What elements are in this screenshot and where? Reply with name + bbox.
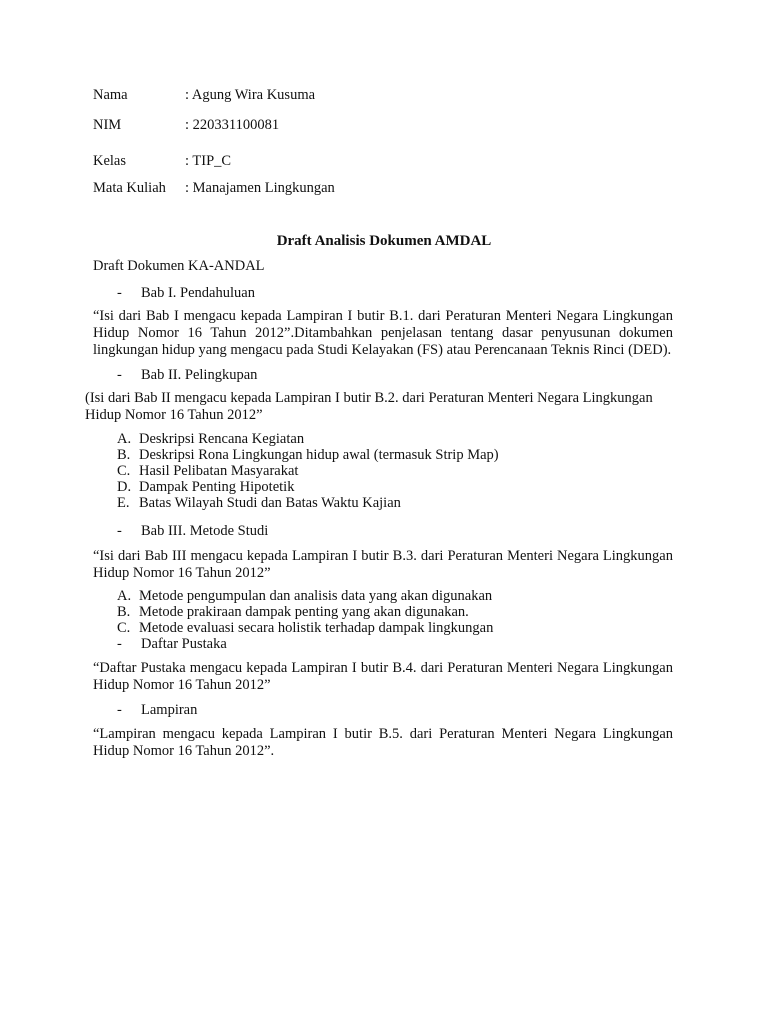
list-item-text: Metode pengumpulan dan analisis data yang akan digunakan [139, 588, 493, 604]
bab3-marker: - [117, 523, 122, 539]
list-marker: C. [117, 463, 131, 479]
label-nama: Nama [93, 87, 128, 103]
daftar-pustaka-marker: - [117, 636, 122, 652]
lampiran-heading: Lampiran [141, 702, 198, 718]
value-mata-kuliah: : Manajamen Lingkungan [185, 180, 335, 196]
bab1-heading: Bab I. Pendahuluan [141, 285, 255, 301]
value-nim: : 220331100081 [185, 117, 280, 133]
list-marker: E. [117, 495, 130, 511]
document-title: Draft Analisis Dokumen AMDAL [276, 233, 492, 249]
list-item [117, 620, 493, 636]
lampiran-marker: - [117, 702, 122, 718]
list-item-text: Deskripsi Rencana Kegiatan [139, 431, 305, 447]
list-marker: A. [117, 588, 132, 604]
list-marker: A. [117, 431, 132, 447]
bab2-marker: - [117, 367, 122, 383]
label-mata-kuliah: Mata Kuliah [93, 180, 166, 196]
label-nim: NIM [93, 117, 122, 133]
list-item-text: Batas Wilayah Studi dan Batas Waktu Kajian [139, 495, 401, 511]
list-marker: B. [117, 447, 131, 463]
list-marker: C. [117, 620, 131, 636]
bab2-list [117, 431, 499, 511]
list-marker: B. [117, 604, 131, 620]
list-item [117, 604, 493, 620]
list-marker: D. [117, 479, 132, 495]
bab3-heading: Bab III. Metode Studi [141, 523, 269, 539]
bab3-paragraph: “Isi dari Bab III mengacu kepada Lampiran I butir B.3. dari Peraturan Menteri Negara Lingkungan Hidup Nomor 16 Tahun 2012” [93, 548, 673, 581]
list-item-text: Deskripsi Rona Lingkungan hidup awal (termasuk Strip Map) [139, 447, 499, 463]
list-item-text: Dampak Penting Hipotetik [139, 479, 295, 495]
document-subtitle: Draft Dokumen KA-ANDAL [93, 258, 265, 274]
bab2-paragraph: (Isi dari Bab II mengacu kepada Lampiran I butir B.2. dari Peraturan Menteri Negara Lingkungan Hidup Nomor 16 Tahun 2012” [85, 390, 653, 423]
list-item [117, 431, 499, 447]
bab1-marker: - [117, 285, 122, 301]
list-item [117, 588, 493, 604]
bab3-list [117, 588, 493, 636]
daftar-pustaka-paragraph: “Daftar Pustaka mengacu kepada Lampiran I butir B.4. dari Peraturan Menteri Negara Lingkungan Hidup Nomor 16 Tahun 2012” [93, 660, 673, 693]
list-item [117, 447, 499, 463]
list-item-text: Metode evaluasi secara holistik terhadap dampak lingkungan [139, 620, 494, 636]
list-item-text: Metode prakiraan dampak penting yang akan digunakan. [139, 604, 469, 620]
value-nama: : Agung Wira Kusuma [185, 87, 316, 103]
lampiran-paragraph: “Lampiran mengacu kepada Lampiran I butir B.5. dari Peraturan Menteri Negara Lingkungan Hidup Nomor 16 Tahun 2012”. [93, 726, 673, 759]
bab2-heading: Bab II. Pelingkupan [141, 367, 258, 383]
list-item [117, 463, 499, 479]
value-kelas: : TIP_C [185, 153, 232, 169]
bab1-paragraph: “Isi dari Bab I mengacu kepada Lampiran I butir B.1. dari Peraturan Menteri Negara Lingkungan Hidup Nomor 16 Tahun 2012”.Ditambahkan penjelasan tentang dasar penyusunan dokumen lingkungan hidup yang mengacu pada Studi Kelayakan (FS) atau Perencanaan Teknis Rinci (DED). [93, 308, 673, 358]
list-item [117, 479, 499, 495]
list-item-text: Hasil Pelibatan Masyarakat [139, 463, 299, 479]
label-kelas: Kelas [93, 153, 127, 169]
list-item [117, 495, 499, 511]
daftar-pustaka-item [117, 636, 227, 653]
daftar-pustaka-heading: Daftar Pustaka [141, 636, 227, 652]
